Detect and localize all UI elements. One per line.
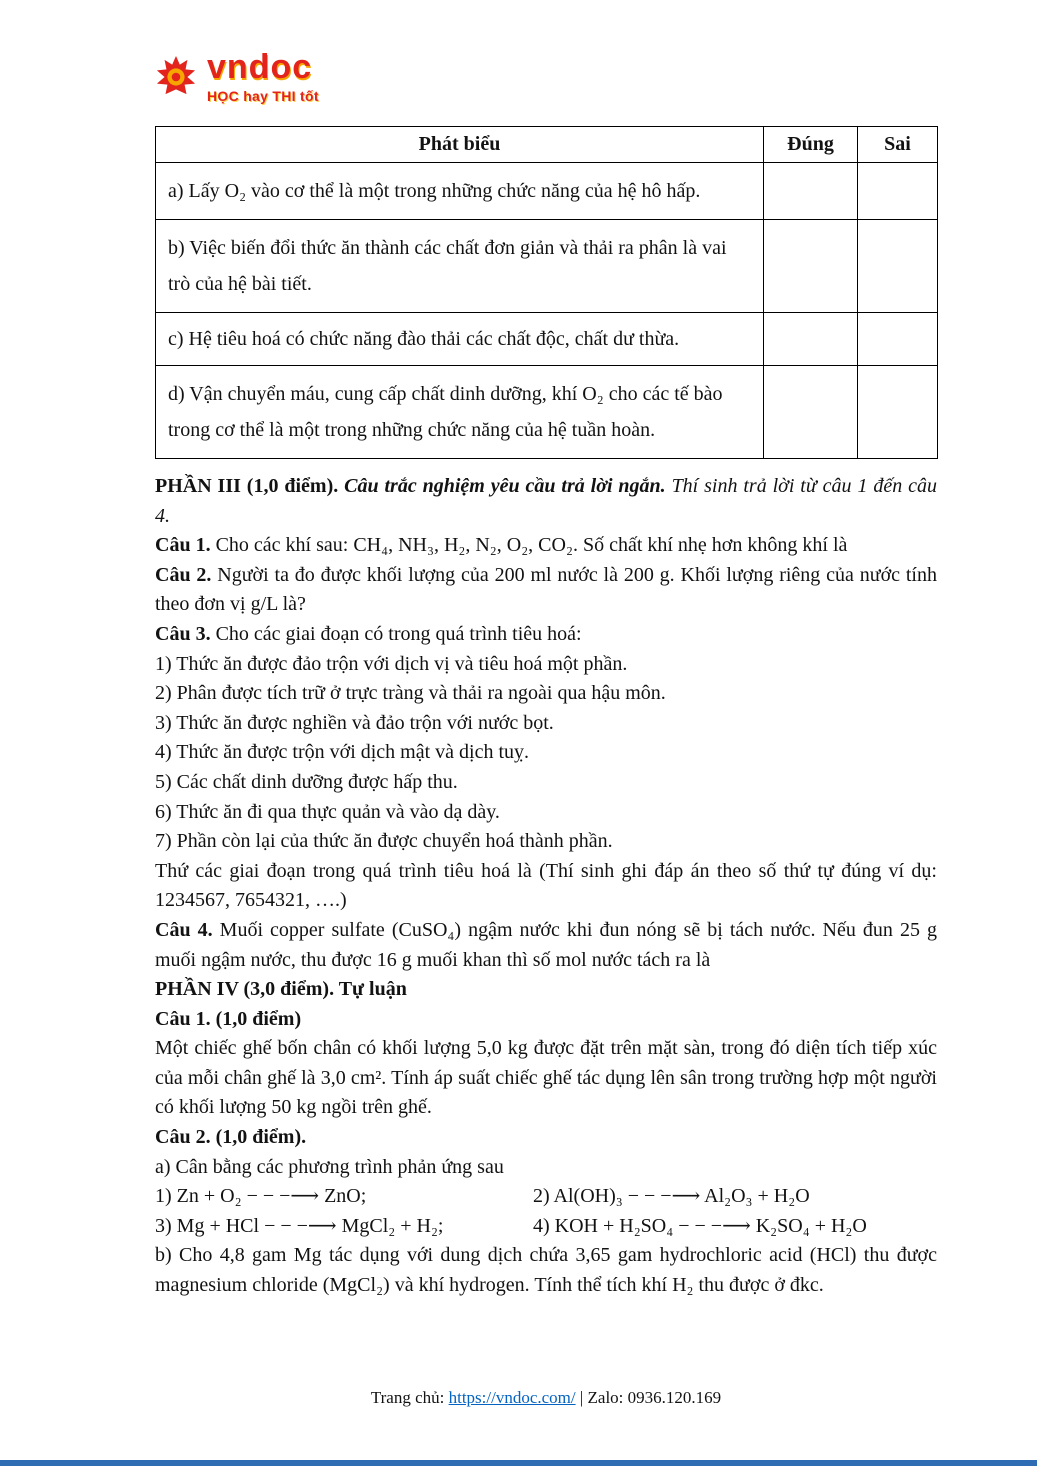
part3-heading-type: Câu trắc nghiệm yêu cầu trả lời ngắn.: [344, 475, 672, 497]
question-3-step: 4) Thức ăn được trộn với dịch mật và dịch tuỵ.: [155, 741, 530, 764]
question-1-text: Cho các khí sau: CH₄, NH₃, H₂, N₂, O₂, CO₂. Số chất khí nhẹ hơn không khí là: [215, 534, 848, 557]
false-column-header: Sai: [858, 127, 938, 163]
part4-question-2b-text: b) Cho 4,8 gam Mg tác dụng với dung dịch chứa 3,65 gam hydrochloric acid (HCl) thu được magnesium chloride (MgCl₂) và khí hydrogen. Tính thể tích khí H₂ thu được ở đkc.: [155, 1244, 937, 1297]
footer-suffix: | Zalo: 0936.120.169: [575, 1388, 722, 1407]
footer-prefix: Trang chủ:: [370, 1388, 449, 1407]
question-4-label: Câu 4.: [155, 918, 220, 941]
part4-heading-label: PHẦN IV (3,0 điểm). Tự luận: [155, 978, 407, 1001]
true-false-table: [155, 126, 938, 459]
question-3-text: Cho các giai đoạn có trong quá trình tiêu hoá:: [215, 622, 582, 645]
document-page: [155, 0, 937, 1301]
table-header-row: [156, 127, 938, 163]
question-3-step: 2) Phân được tích trữ ở trực tràng và thải ra ngoài qua hậu môn.: [155, 682, 666, 705]
part3-heading-label: PHẦN III (1,0 điểm).: [155, 475, 345, 497]
table-row: [156, 220, 938, 313]
equation-row: [155, 1212, 937, 1242]
equation-4: 4) KOH + H₂SO₄ − − −⟶ K₂SO₄ + H₂O: [533, 1214, 867, 1237]
statement-cell: d) Vận chuyển máu, cung cấp chất dinh dưỡng, khí O₂ cho các tế bào trong cơ thể là một trong những chức năng của hệ tuần hoàn.: [156, 366, 764, 459]
question-3-step: 6) Thức ăn đi qua thực quản và vào dạ dày.: [155, 800, 500, 823]
statement-cell: b) Việc biến đổi thức ăn thành các chất đơn giản và thải ra phân là vai trò của hệ bài tiết.: [156, 220, 764, 313]
bottom-blue-bar: [0, 1460, 1037, 1466]
false-answer-cell: [858, 163, 938, 220]
question-2: [155, 561, 937, 620]
equation-row: [155, 1182, 937, 1212]
vndoc-logo: [155, 48, 937, 106]
true-answer-cell: [764, 366, 858, 459]
equation-3: 3) Mg + HCl − − −⟶ MgCl₂ + H₂;: [155, 1214, 444, 1237]
question-3-step: 5) Các chất dinh dưỡng được hấp thu.: [155, 770, 458, 793]
document-body: [155, 472, 937, 1301]
question-3-step: 1) Thức ăn được đảo trộn với dịch vị và tiêu hoá một phần.: [155, 652, 628, 675]
question-1-label: Câu 1.: [155, 534, 216, 557]
question-3: [155, 620, 937, 650]
brand-name: vndoc: [207, 48, 313, 86]
part4-question-2a-text: a) Cân bằng các phương trình phản ứng sau: [155, 1155, 504, 1178]
part4-question-1-label: Câu 1. (1,0 điểm): [155, 1007, 302, 1030]
question-4: [155, 916, 937, 975]
question-2-text: Người ta đo được khối lượng của 200 ml nước là 200 g. Khối lượng riêng của nước tính theo đơn vị g/L là?: [155, 563, 937, 616]
brand-tagline: HỌC hay THI tốt: [207, 88, 319, 104]
question-3-label: Câu 3.: [155, 622, 216, 645]
false-answer-cell: [858, 313, 938, 366]
question-4-text: Muối copper sulfate (CuSO₄) ngậm nước khi đun nóng sẽ bị tách nước. Nếu đun 25 g muối ngậm nước, thu được 16 g muối khan thì số mol nước tách ra là: [155, 918, 937, 971]
vndoc-home-link[interactable]: https://vndoc.com/: [448, 1388, 576, 1407]
true-answer-cell: [764, 313, 858, 366]
true-answer-cell: [764, 163, 858, 220]
part4-heading: [155, 975, 937, 1005]
table-row: [156, 313, 938, 366]
question-3-step: 7) Phần còn lại của thức ăn được chuyển hoá thành phần.: [155, 830, 613, 853]
part4-question-2-label: Câu 2. (1,0 điểm).: [155, 1126, 307, 1149]
table-row: [156, 163, 938, 220]
equation-1: 1) Zn + O₂ − − −⟶ ZnO;: [155, 1185, 367, 1208]
question-1: [155, 531, 937, 561]
true-column-header: Đúng: [764, 127, 858, 163]
question-2-label: Câu 2.: [155, 563, 218, 586]
false-answer-cell: [858, 220, 938, 313]
logo-text: [207, 50, 319, 104]
true-answer-cell: [764, 220, 858, 313]
part3-heading-instruction: Thí sinh trả lời từ câu 1 đến câu 4.: [155, 475, 937, 527]
part4-question-1-text: Một chiếc ghế bốn chân có khối lượng 5,0 kg được đặt trên mặt sàn, trong đó diện tích tiếp xúc của mỗi chân ghế là 3,0 cm². Tính áp suất chiếc ghế tác dụng lên sân trong trường hợp một người có khối lượng 50 kg ngồi trên ghế.: [155, 1037, 937, 1119]
false-answer-cell: [858, 366, 938, 459]
part3-heading: [155, 472, 937, 531]
question-3-note: Thứ các giai đoạn trong quá trình tiêu hoá là (Thí sinh ghi đáp án theo số thứ tự đúng ví dụ: 1234567, 7654321, ….): [155, 859, 937, 912]
table-row: [156, 366, 938, 459]
vndoc-seal-icon: [155, 54, 197, 100]
equation-2: 2) Al(OH)₃ − − −⟶ Al₂O₃ + H₂O: [533, 1185, 810, 1208]
part4-question-2-heading: [155, 1123, 937, 1153]
statement-column-header: Phát biểu: [156, 127, 764, 163]
part4-question-1-heading: [155, 1005, 937, 1035]
page-footer: [155, 1388, 937, 1408]
question-3-step: 3) Thức ăn được nghiền và đảo trộn với nước bọt.: [155, 711, 554, 734]
statement-cell: c) Hệ tiêu hoá có chức năng đào thải các chất độc, chất dư thừa.: [156, 313, 764, 366]
statement-cell: a) Lấy O₂ vào cơ thể là một trong những chức năng của hệ hô hấp.: [156, 163, 764, 220]
